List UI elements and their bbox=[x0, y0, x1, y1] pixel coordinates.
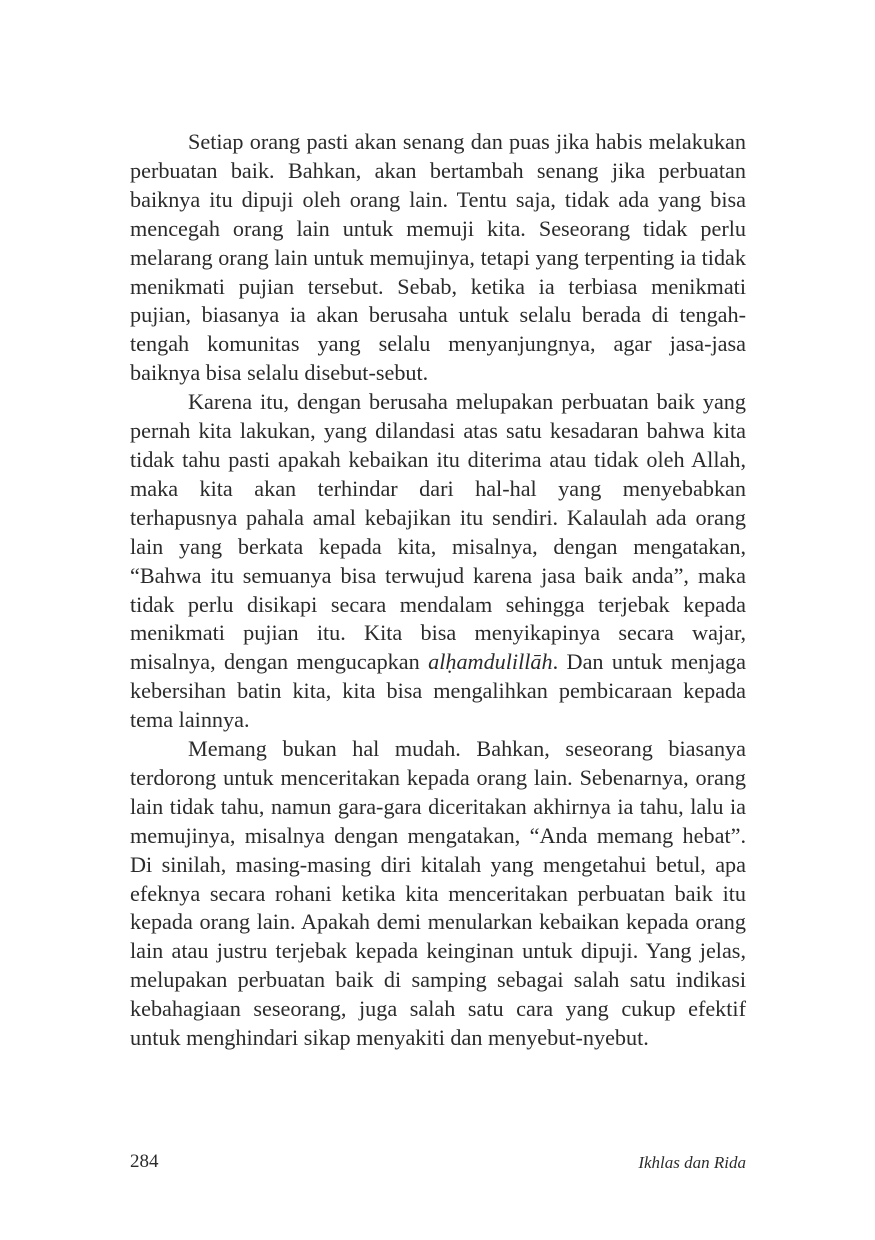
running-footer-title: Ikhlas dan Rida bbox=[638, 1153, 746, 1172]
paragraph-3: Memang bukan hal mudah. Bahkan, seseorang biasanya terdorong untuk menceritakan kepada orang lain. Sebenarnya, orang lain tidak tahu, namun gara-gara diceritakan akhirnya ia tahu, lalu ia memujinya, misalnya dengan mengatakan, “Anda memang hebat”. Di sinilah, masing-masing diri kitalah yang mengetahui betul, apa efeknya secara rohani ketika kita menceritakan perbuatan baik itu kepada orang lain. Apakah demi menularkan kebaikan kepada orang lain atau justru terjebak kepada keinginan untuk dipuji. Yang jelas, melupakan perbuatan baik di samping sebagai salah satu indikasi kebahagiaan seseorang, juga salah satu cara yang cukup efektif untuk menghindari sikap menyakiti dan menyebut-nyebut. bbox=[130, 736, 746, 1051]
paragraph-2-text-end: . Dan untuk menjaga kebersihan batin kita, kita bisa mengalihkan pembicaraan kepada tema lainnya. bbox=[130, 649, 746, 733]
page-number: 284 bbox=[130, 1151, 159, 1172]
body-text bbox=[130, 128, 746, 1053]
paragraph-2-italic-term: alḥamdulillāh bbox=[428, 649, 553, 675]
paragraph-2-text-start: Karena itu, dengan berusaha melupakan perbuatan baik yang pernah kita lakukan, yang dilandasi atas satu kesadaran bahwa kita tidak tahu pasti apakah kebaikan itu diterima atau tidak oleh Allah, maka kita akan terhindar dari hal-hal yang menyebabkan terhapusnya pahala amal kebajikan itu sendiri. Kalaulah ada orang lain yang berkata kepada kita, misalnya, dengan mengatakan, “Bahwa itu semuanya bisa terwujud karena jasa baik anda”, maka tidak perlu disikapi secara mendalam sehingga terjebak kepada menikmati pujian itu. Kita bisa menyikapinya secara wajar, misalnya, dengan mengucapkan bbox=[130, 389, 746, 675]
paragraph-1: Setiap orang pasti akan senang dan puas jika habis melakukan perbuatan baik. Bahkan, akan bertambah senang jika perbuatan baiknya itu dipuji oleh orang lain. Tentu saja, tidak ada yang bisa mencegah orang lain untuk memuji kita. Seseorang tidak perlu melarang orang lain untuk memujinya, tetapi yang terpenting ia tidak menikmati pujian tersebut. Sebab, ketika ia terbiasa menikmati pujian, biasanya ia akan berusaha untuk selalu berada di tengah-tengah komunitas yang selalu menyanjungnya, agar jasa-jasa baiknya bisa selalu disebut-sebut. bbox=[130, 129, 746, 386]
paragraph-2 bbox=[130, 388, 746, 735]
